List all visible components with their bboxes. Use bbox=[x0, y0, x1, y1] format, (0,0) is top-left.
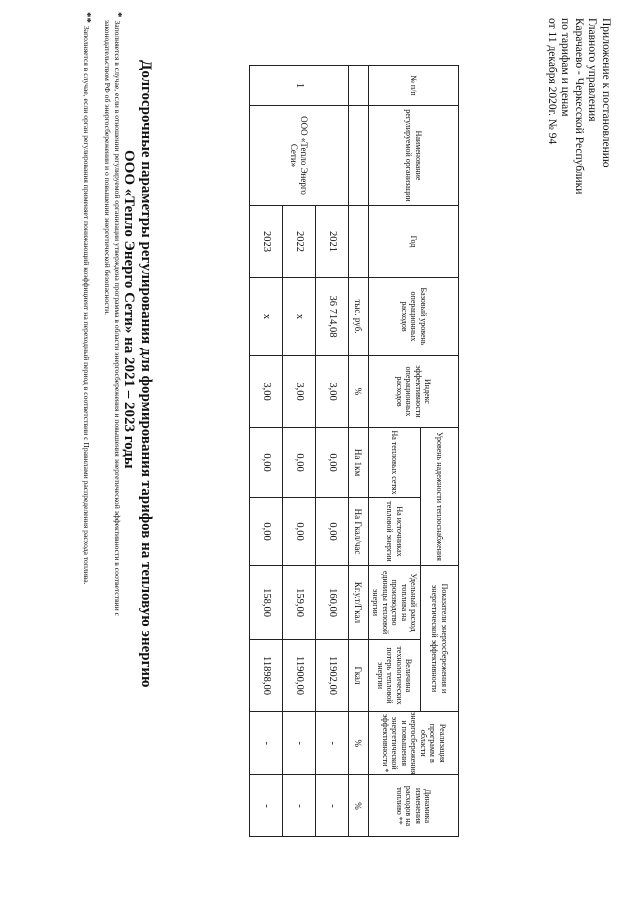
cell-dynamics: - bbox=[250, 775, 283, 837]
header-efficiency-index: Индекс эффективности операционных расходов bbox=[369, 356, 459, 428]
cell-base-cost: 36 714,08 bbox=[316, 278, 349, 356]
footnotes bbox=[70, 12, 123, 882]
cell-specific-fuel: 159,00 bbox=[283, 566, 316, 640]
header-energy-indicators: Показатели энергосбережения и энергетической эффективности bbox=[421, 566, 459, 712]
unit-efficiency-index: % bbox=[349, 356, 369, 428]
cell-tech-losses: 11900,00 bbox=[283, 640, 316, 712]
footnote-mark: ** bbox=[81, 12, 93, 23]
document-title bbox=[120, 60, 154, 688]
header-specific-fuel: Удельный расход топлива на производство единицы тепловой энергии bbox=[369, 566, 421, 640]
cell-specific-fuel: 160,00 bbox=[316, 566, 349, 640]
cell-reliability-networks: 0,00 bbox=[250, 428, 283, 498]
header-reliability-sources: На источниках тепловой энергии bbox=[369, 498, 421, 566]
header-reliability: Уровень надежности теплоснабжения bbox=[421, 428, 459, 566]
cell-programs: - bbox=[283, 712, 316, 775]
header-tech-losses: Величина технологических потерь тепловой энергии bbox=[369, 640, 421, 712]
footnote-1 bbox=[103, 12, 122, 882]
cell-reliability-sources: 0,00 bbox=[250, 498, 283, 566]
cell-base-cost: х bbox=[250, 278, 283, 356]
header-base-cost: Базовый уровень операционных расходов bbox=[369, 278, 459, 356]
unit-empty bbox=[349, 206, 369, 278]
cell-efficiency-index: 3,00 bbox=[316, 356, 349, 428]
header-programs: Реализация программ в области энергосбережения и повышения энергетической эффективности * bbox=[369, 712, 459, 775]
footnote-text: Заполняется в случае, если в отношении регулируемой организации утверждена программа в области энергосбережения и повышения энергетической эффективности в соответствии с bbox=[113, 20, 122, 616]
approval-line: Приложение к постановлению bbox=[600, 18, 612, 168]
unit-specific-fuel: Кг.у.т/Гкал bbox=[349, 566, 369, 640]
header-year: Год bbox=[369, 206, 459, 278]
header-org: Наименование регулируемой организации bbox=[369, 106, 459, 206]
cell-tech-losses: 11902,00 bbox=[316, 640, 349, 712]
unit-tech-losses: Гкал bbox=[349, 640, 369, 712]
cell-tech-losses: 11898,00 bbox=[250, 640, 283, 712]
cell-base-cost: х bbox=[283, 278, 316, 356]
cell-reliability-sources: 0,00 bbox=[316, 498, 349, 566]
cell-efficiency-index: 3,00 bbox=[283, 356, 316, 428]
cell-reliability-networks: 0,00 bbox=[316, 428, 349, 498]
approval-line: по тарифам и ценам bbox=[559, 18, 572, 117]
footnote-mark: * bbox=[112, 12, 124, 18]
footnote-text: Заполняется в случае, если орган регулирования применяет понижающий коэффициент на переходный период в соответствии с Правилами распределения расхода топлива. bbox=[82, 26, 91, 585]
parameters-table bbox=[249, 65, 459, 837]
header-reliability-networks: На тепловых сетях bbox=[369, 428, 421, 498]
cell-dynamics: - bbox=[283, 775, 316, 837]
cell-programs: - bbox=[316, 712, 349, 775]
unit-empty bbox=[349, 106, 369, 206]
unit-base-cost: тыс. руб. bbox=[349, 278, 369, 356]
approval-line: Главного управления bbox=[586, 18, 599, 122]
approval-block bbox=[545, 18, 613, 195]
unit-empty bbox=[349, 66, 369, 106]
footnote-2 bbox=[82, 12, 92, 882]
approval-line: Карачаево - Черкесской Республики bbox=[573, 18, 585, 195]
header-dynamics: Динамика изменения расходов на топливо ** bbox=[369, 775, 459, 837]
cell-reliability-networks: 0,00 bbox=[283, 428, 316, 498]
footnote-text: законодательством РФ об энергосбережении и о повышении энергетической безопасности. bbox=[103, 20, 113, 316]
cell-year: 2021 bbox=[316, 206, 349, 278]
title-line-2: ООО «Тепло Энерго Сети» на 2021 – 2023 годы bbox=[121, 150, 137, 469]
unit-programs: % bbox=[349, 712, 369, 775]
cell-reliability-sources: 0,00 bbox=[283, 498, 316, 566]
approval-line: от 11 декабря 2020г. № 94 bbox=[546, 18, 558, 145]
cell-year: 2023 bbox=[250, 206, 283, 278]
org-name: ООО «Тепло Энерго Сети» bbox=[250, 106, 349, 206]
unit-dynamics: % bbox=[349, 775, 369, 837]
cell-dynamics: - bbox=[316, 775, 349, 837]
cell-programs: - bbox=[250, 712, 283, 775]
cell-year: 2022 bbox=[283, 206, 316, 278]
unit-reliability-networks: На 1км bbox=[349, 428, 369, 498]
unit-reliability-sources: На Гкал/час bbox=[349, 498, 369, 566]
cell-specific-fuel: 158,00 bbox=[250, 566, 283, 640]
title-line-1: Долгосрочные параметры регулирования для формирования тарифов на тепловую энергию bbox=[138, 60, 154, 688]
org-num: 1 bbox=[250, 66, 349, 106]
cell-efficiency-index: 3,00 bbox=[250, 356, 283, 428]
header-num: № п/п bbox=[369, 66, 459, 106]
